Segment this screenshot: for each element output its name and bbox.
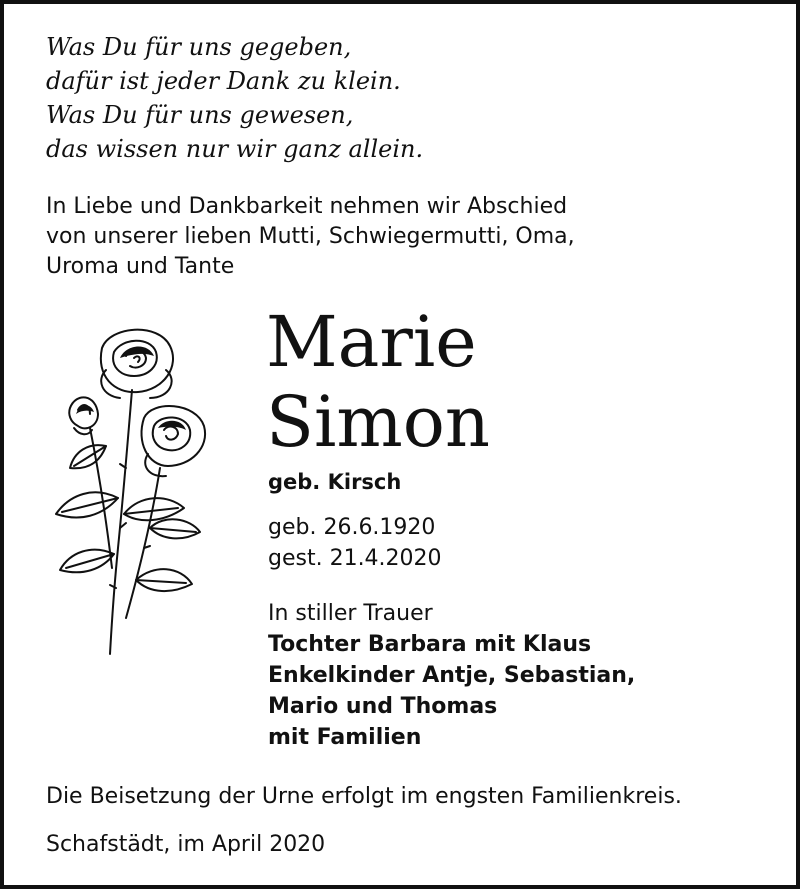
mourner-line: mit Familien [268,725,422,750]
mourner-line: Tochter Barbara mit Klaus [268,632,592,657]
maiden-name: geb. Kirsch [268,470,402,494]
intro-text [46,192,575,282]
poem-line: Was Du für uns gegeben, [46,33,352,61]
death-date: gest. 21.4.2020 [268,546,442,571]
mourner-line: Mario und Thomas [268,694,498,719]
place-date: Schafstädt, im April 2020 [46,832,326,857]
birth-date: geb. 26.6.1920 [268,515,436,540]
poem-line: das wissen nur wir ganz allein. [46,135,424,163]
first-name: Marie [266,301,477,383]
mourners-heading: In stiller Trauer [268,601,433,626]
burial-note: Die Beisetzung der Urne erfolgt im engsten Familienkreis. [46,784,682,809]
poem [46,30,423,166]
mourner-line: Enkelkinder Antje, Sebastian, [268,663,636,688]
last-name: Simon [266,381,490,463]
roses-illustration-icon [40,318,220,658]
intro-line: von unserer lieben Mutti, Schwiegermutti, Oma, [46,224,575,249]
intro-line: In Liebe und Dankbarkeit nehmen wir Abschied [46,194,568,219]
life-dates [268,512,442,574]
intro-line: Uroma und Tante [46,254,235,279]
deceased-name [266,302,490,462]
mourners [268,598,635,753]
poem-line: dafür ist jeder Dank zu klein. [46,67,401,95]
poem-line: Was Du für uns gewesen, [46,101,354,129]
